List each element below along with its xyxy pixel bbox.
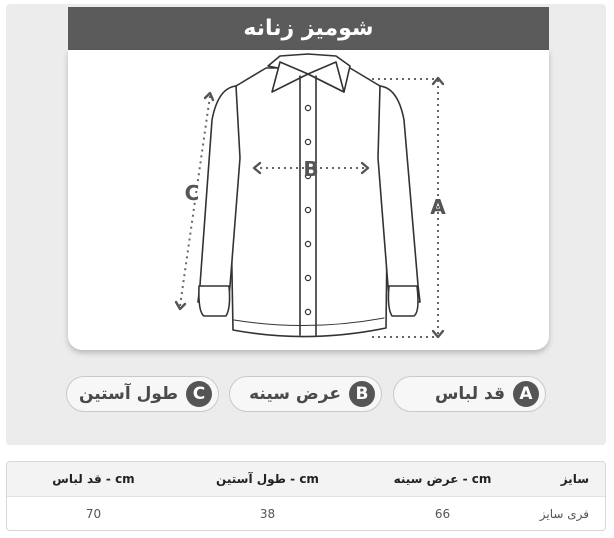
header-chest: عرض سینه - cm: [393, 472, 492, 486]
label-c: C: [184, 181, 200, 205]
cell-chest: 66: [434, 507, 451, 521]
shirt-diagram: [68, 50, 549, 350]
legend-label-c: طول آستین: [78, 384, 178, 404]
size-table: [6, 461, 606, 531]
table-row: [7, 497, 605, 531]
legend-badge-a: A: [513, 381, 539, 407]
legend-c: [66, 376, 219, 412]
legend-a: [393, 376, 546, 412]
legend-label-a: قد لباس: [434, 384, 505, 404]
legend-badge-b: B: [349, 381, 375, 407]
cell-size: فری سایز: [539, 507, 589, 521]
header-length: قد لباس - cm: [52, 472, 135, 486]
shirt-diagram-card: [68, 50, 549, 350]
cell-length: 70: [85, 507, 102, 521]
page-title: شومیز زنانه: [68, 7, 549, 50]
cell-sleeve: 38: [259, 507, 276, 521]
header-sleeve: طول آستین - cm: [216, 472, 319, 486]
label-a: A: [430, 195, 446, 219]
label-b: B: [303, 157, 319, 181]
legend-label-b: عرض سینه: [249, 384, 341, 404]
table-header-row: [7, 462, 605, 497]
legend-badge-c: C: [186, 381, 212, 407]
legend-b: [229, 376, 382, 412]
shirt-illustration: [198, 54, 420, 337]
header-size: سایز: [560, 472, 589, 486]
